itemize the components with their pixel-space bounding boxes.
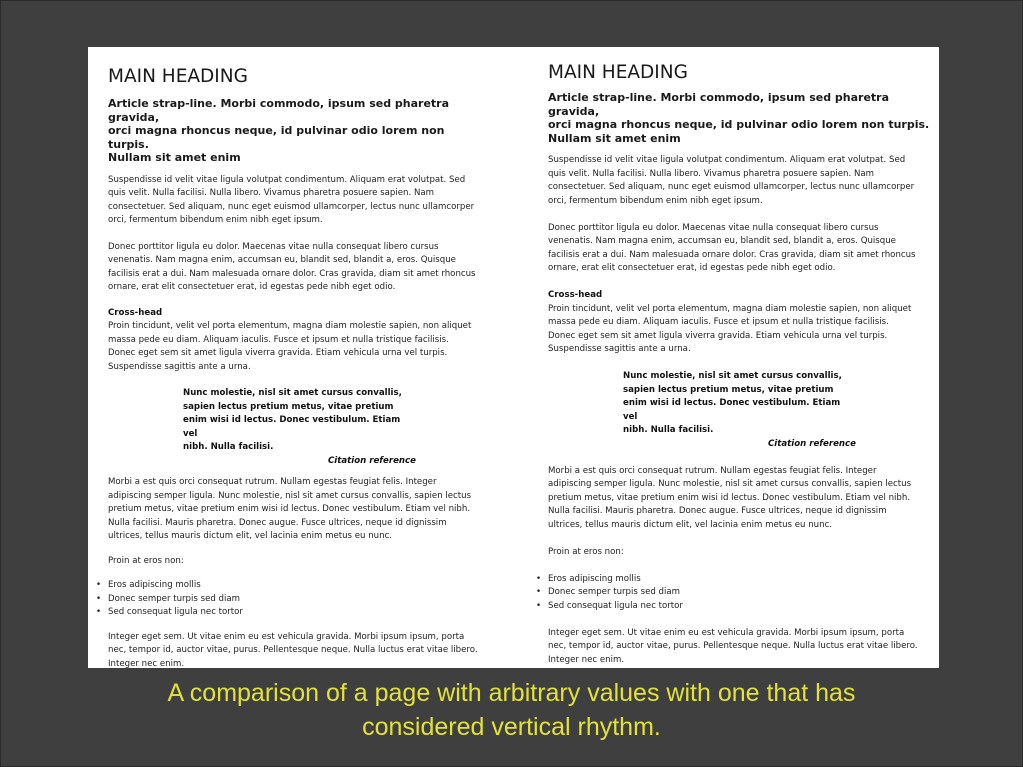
text-line: orci, fermentum bibendum enim nibh eget ipsum. [108,215,323,225]
strap-line-2: orci magna rhoncus neque, id pulvinar odio lorem non turpis. [108,124,445,151]
text-line: consectetuer. Sed aliquam, nunc eget euismod ullamcorper, lectus nunc ullamcorper [108,201,475,212]
text-line: massa pede eu diam. Aliquam iaculis. Fusce et ipsum et nulla tristique facilisis. [108,334,449,345]
bullet-icon: • [96,593,102,604]
text-line: facilisis erat a dui. Nam malesuada ornare dolor. Cras gravida, diam sit amet rhoncus [108,268,476,279]
list-item-label: Sed consequat ligula nec tortor [108,607,243,617]
paragraph-5: Proin at eros non: [548,546,624,557]
list-item [96,579,488,593]
text-line: facilisis erat a dui. Nam malesuada ornare dolor. Cras gravida, diam sit amet rhoncus [548,249,916,260]
text-line: Suspendisse id velit vitae ligula volutpat condimentum. Aliquam erat volutpat. Sed [108,174,466,185]
citation-reference: Citation reference [768,438,856,449]
text-line: ultrices, tellus mauris dictum elit, vel lacinia enim metus eu nunc. [108,531,393,541]
paragraph-2 [548,222,930,276]
text-line: venenatis. Nam magna enim, accumsan eu, blandit sed, blandit a, eros. Quisque [108,255,456,265]
text-line: Nulla facilisi. Mauris pharetra. Donec augue. Fusce ultrices, neque id dignissim [548,506,887,516]
paragraph-1 [548,154,930,208]
page-arbitrary-spacing [96,47,488,668]
text-line: Integer nec enim. [548,654,625,665]
text-line: Proin tincidunt, velit vel porta elementum, magna diam molestie sapien, non aliquet [548,303,912,314]
text-line: Suspendisse sagittis ante a urna. [108,361,251,372]
text-line: Suspendisse sagittis ante a urna. [548,344,691,354]
text-line: pretium metus, vitae pretium enim wisi id lectus. Donec vestibulum. Etiam vel nibh. [108,504,471,514]
text-line: Donec eget sem sit amet ligula viverra gravida. Etiam vehicula urna vel turpis. [548,330,888,341]
paragraph-5: Proin at eros non: [108,555,184,566]
text-line: adipiscing semper ligula. Nunc molestie, nisl sit amet cursus convallis, sapien lectus [548,479,912,489]
citation-reference: Citation reference [328,455,416,466]
text-line: Nulla facilisi. Mauris pharetra. Donec augue. Fusce ultrices, neque id dignissim [108,517,447,528]
list-item-label: Sed consequat ligula nec tortor [548,600,683,611]
comparison-sheet [88,47,939,668]
list-item [536,586,930,600]
text-line: ornare, erat elit consectetuer erat, id egestas pede nibh eget odio. [548,263,836,273]
text-line: nec, tempor id, auctor vitae, purus. Pellentesque neque. Nulla luctus erat vitae libero. [548,641,918,651]
list-item [96,593,488,607]
strap-line-1: Article strap-line. Morbi commodo, ipsum sed pharetra gravida, [108,97,450,124]
bullet-icon: • [536,600,542,611]
bullet-list [536,573,930,614]
text-line: massa pede eu diam. Aliquam iaculis. Fusce et ipsum et nulla tristique facilisis. [548,317,889,327]
strap-line [108,97,488,165]
quote-line: Nunc molestie, nisl sit amet cursus convallis, [183,388,402,398]
strap-line [548,91,930,145]
cross-head: Cross-head [108,307,163,318]
paragraph-4 [108,476,488,544]
list-item-label: Donec semper turpis sed diam [548,587,681,597]
text-line: Donec eget sem sit amet ligula viverra gravida. Etiam vehicula urna vel turpis. [108,348,448,358]
paragraph-2 [108,241,488,295]
text-line: Integer eget sem. Ut vitae enim eu est vehicula gravida. Morbi ipsum ipsum, porta [548,627,905,638]
strap-line-3: Nullam sit amet enim [548,131,681,145]
caption-line-1: A comparison of a page with arbitrary values with one that has [167,679,856,707]
bullet-icon: • [536,587,542,597]
paragraph-6 [548,627,930,668]
list-item [96,606,488,620]
quote-line: enim wisi id lectus. Donec vestibulum. Etiam vel [623,398,841,422]
pull-quote [108,387,413,455]
list-item [536,600,930,614]
slide-caption [0,676,1023,744]
list-item-label: Donec semper turpis sed diam [108,593,241,604]
quote-line: enim wisi id lectus. Donec vestibulum. Etiam vel [183,415,401,439]
quote-line: Nunc molestie, nisl sit amet cursus convallis, [623,371,842,381]
caption-line-2: considered vertical rhythm. [362,713,661,741]
text-line: Morbi a est quis orci consequat rutrum. Nullam egestas feugiat felis. Integer [108,477,437,487]
quote-line: nibh. Nulla facilisi. [623,425,714,435]
strap-line-3: Nullam sit amet enim [108,151,241,164]
bullet-icon: • [96,580,102,590]
strap-line-1: Article strap-line. Morbi commodo, ipsum sed pharetra gravida, [548,91,890,118]
paragraph-3 [548,303,930,357]
bullet-list [96,579,488,620]
text-line: Suspendisse id velit vitae ligula volutpat condimentum. Aliquam erat volutpat. Sed [548,155,906,165]
text-line: quis velit. Nulla facilisi. Nulla libero. Vivamus pharetra posuere sapien. Nam [108,188,435,198]
text-line: Integer eget sem. Ut vitae enim eu est vehicula gravida. Morbi ipsum ipsum, porta [108,631,465,642]
text-line: consectetuer. Sed aliquam, nunc eget euismod ullamcorper, lectus nunc ullamcorper [548,182,915,192]
pull-quote [548,370,853,438]
text-line: orci, fermentum bibendum enim nibh eget ipsum. [548,195,763,206]
text-line: adipiscing semper ligula. Nunc molestie, nisl sit amet cursus convallis, sapien lectus [108,490,472,501]
text-line: Donec porttitor ligula eu dolor. Maecenas vitae nulla consequat libero cursus [108,241,439,252]
list-item-label: Eros adipiscing mollis [108,580,201,590]
main-heading: MAIN HEADING [108,66,248,87]
text-line: Donec porttitor ligula eu dolor. Maecenas vitae nulla consequat libero cursus [548,222,879,233]
paragraph-6 [108,631,488,669]
paragraph-3 [108,320,488,374]
text-line: ornare, erat elit consectetuer erat, id egestas pede nibh eget odio. [108,282,396,292]
text-line: Morbi a est quis orci consequat rutrum. Nullam egestas feugiat felis. Integer [548,465,877,476]
text-line: nec, tempor id, auctor vitae, purus. Pellentesque neque. Nulla luctus erat vitae libero. [108,645,478,655]
page-vertical-rhythm [536,47,930,667]
list-item-label: Eros adipiscing mollis [548,573,641,584]
main-heading: MAIN HEADING [548,62,688,83]
bullet-icon: • [536,573,542,584]
strap-line-2: orci magna rhoncus neque, id pulvinar odio lorem non turpis. [548,118,930,131]
paragraph-1 [108,174,488,228]
quote-line: sapien lectus pretium metus, vitae pretium [183,401,394,412]
quote-line: nibh. Nulla facilisi. [183,442,274,452]
cross-head: Cross-head [548,290,603,300]
text-line: venenatis. Nam magna enim, accumsan eu, blandit sed, blandit a, eros. Quisque [548,236,896,246]
text-line: Integer nec enim. [108,658,185,668]
bullet-icon: • [96,607,102,617]
paragraph-4 [548,465,930,533]
text-line: quis velit. Nulla facilisi. Nulla libero. Vivamus pharetra posuere sapien. Nam [548,168,875,179]
quote-line: sapien lectus pretium metus, vitae pretium [623,384,834,395]
text-line: pretium metus, vitae pretium enim wisi id lectus. Donec vestibulum. Etiam vel nibh. [548,492,911,503]
list-item [536,573,930,587]
text-line: ultrices, tellus mauris dictum elit, vel lacinia enim metus eu nunc. [548,519,833,530]
text-line: Proin tincidunt, velit vel porta elementum, magna diam molestie sapien, non aliquet [108,321,472,331]
